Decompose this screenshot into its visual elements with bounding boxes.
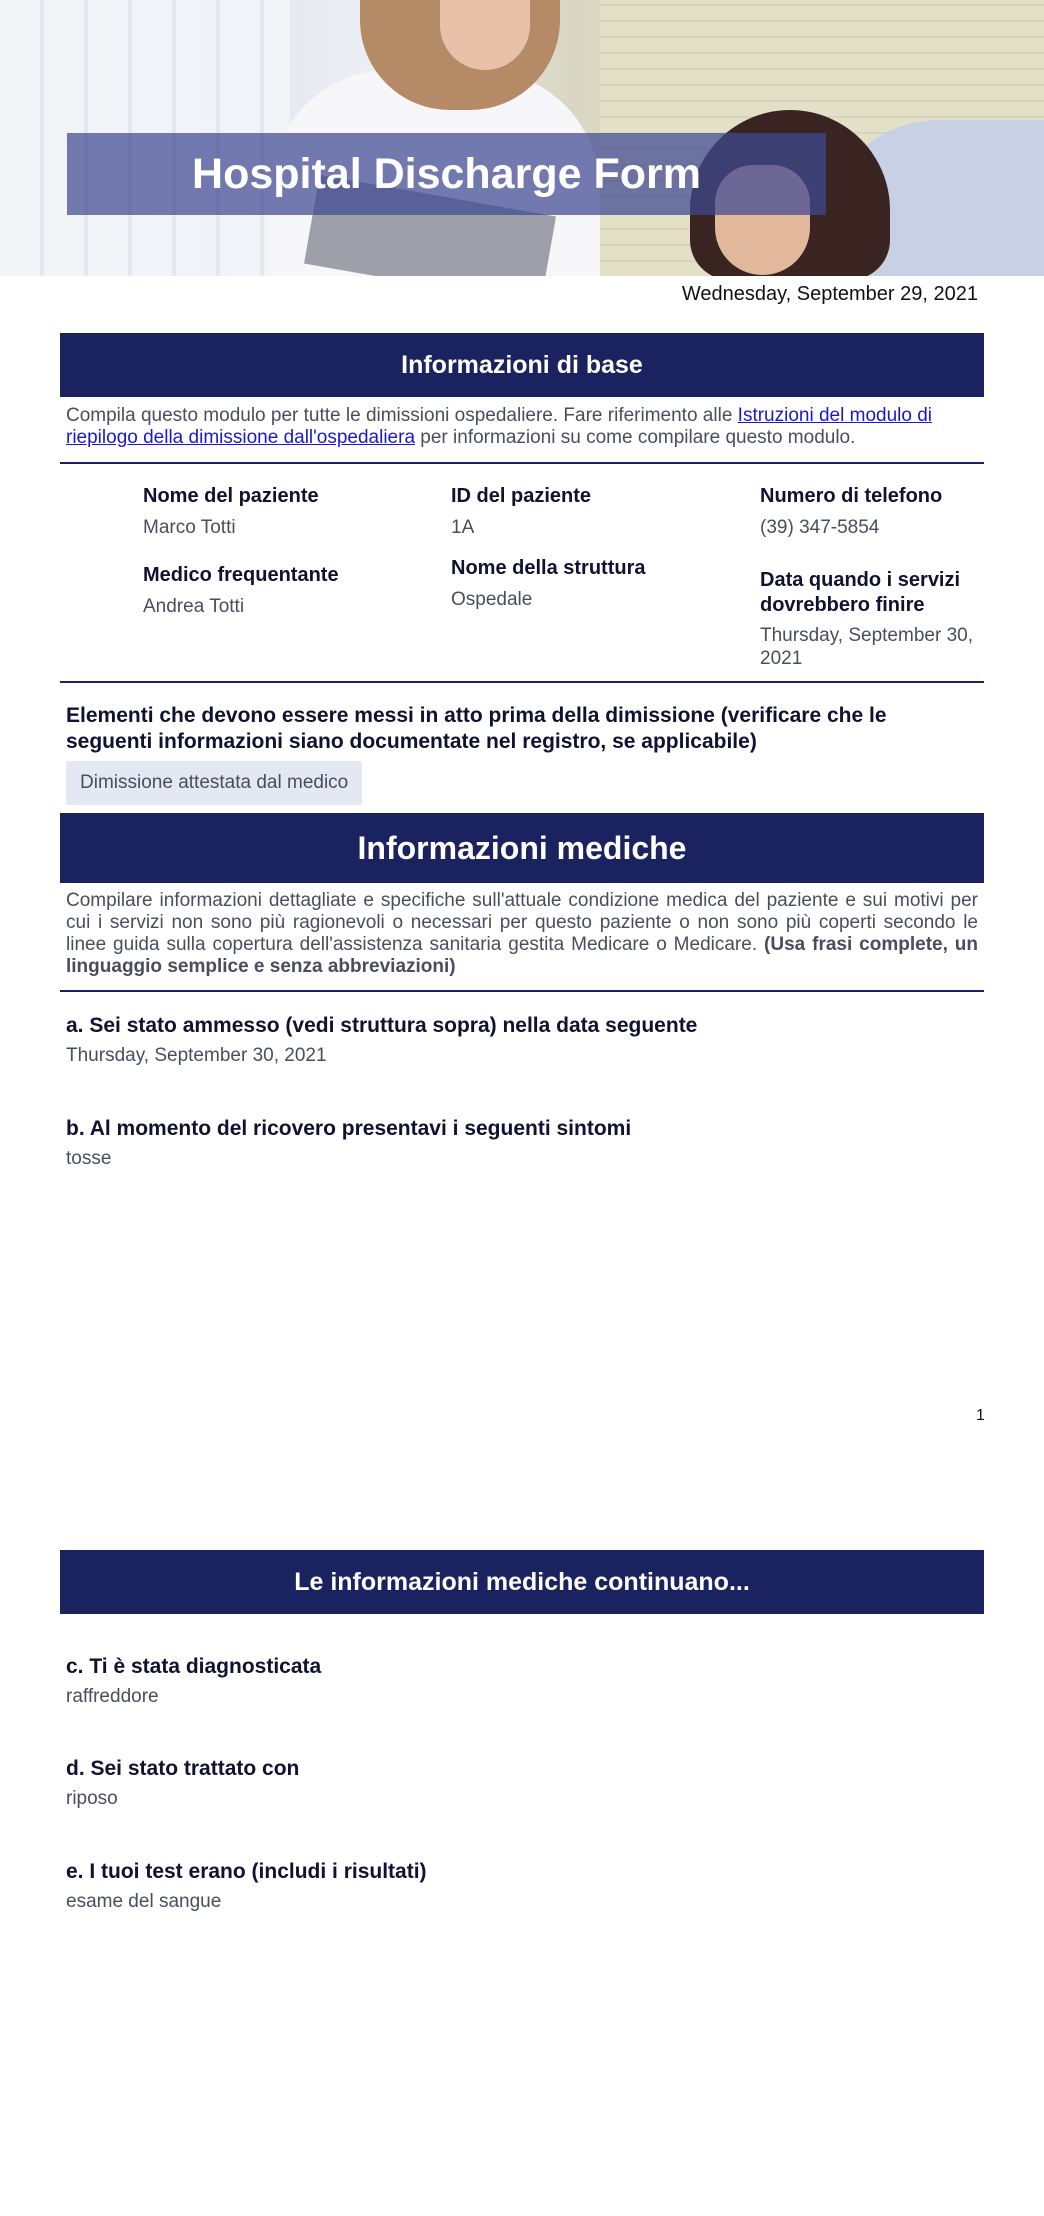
divider: [60, 681, 984, 683]
patient-id-label: ID del paziente: [451, 485, 592, 507]
section-title: Le informazioni mediche continuano...: [294, 1567, 750, 1596]
end-date-label: Data quando i servizi dovrebbero finire: [760, 569, 961, 616]
page-title: Hospital Discharge Form: [192, 149, 701, 198]
phone-label: Numero di telefono: [760, 485, 943, 507]
divider: [60, 462, 984, 464]
patient-name-label: Nome del paziente: [143, 485, 319, 507]
question-d: d. Sei stato trattato con: [66, 1757, 300, 1780]
section-header-medical-info: [60, 813, 984, 883]
instructions-link[interactable]: Istruzioni del modulo di riepilogo della dimissione dall'ospedaliera: [66, 405, 932, 448]
doctor-label: Medico frequentante: [143, 564, 339, 586]
medical-info-intro: [66, 890, 978, 978]
answer-b: tosse: [66, 1148, 112, 1169]
section-header-medical-continued: [60, 1550, 984, 1614]
answer-a: Thursday, September 30, 2021: [66, 1045, 327, 1066]
section-title: Informazioni mediche: [357, 829, 687, 866]
intro-text: Compila questo modulo per tutte le dimissioni ospedaliere. Fare riferimento alle: [66, 405, 738, 426]
title-overlay: [67, 133, 826, 215]
intro-text: Compilare informazioni dettagliate e specifiche sull'attuale condizione medica del paziente e sui motivi per cui i servizi non sono più ragionevoli o necessari per questo paziente o non sono più coperti secondo le linee guida sulla copertura dell'assistenza sanitaria gestita Medicare o Medicare.: [66, 890, 978, 955]
facility-value: Ospedale: [451, 589, 533, 610]
answer-e: esame del sangue: [66, 1891, 222, 1912]
end-date-value: Thursday, September 30, 2021: [760, 625, 973, 669]
question-b: b. Al momento del ricovero presentavi i seguenti sintomi: [66, 1117, 632, 1140]
patient-name-value: Marco Totti: [143, 517, 236, 538]
intro-bold-text: (Usa frasi complete, un linguaggio semplice e senza abbreviazioni): [66, 934, 978, 977]
pre-discharge-heading: Elementi che devono essere messi in atto prima della dimissione (verificare che le seguenti informazioni siano documentate nel registro, se applicabile): [66, 704, 887, 753]
divider: [60, 990, 984, 992]
section-header-basic-info: [60, 333, 984, 397]
facility-label: Nome della struttura: [451, 557, 646, 579]
page-number: 1: [976, 1407, 985, 1424]
question-c: c. Ti è stata diagnosticata: [66, 1655, 322, 1678]
phone-value: (39) 347-5854: [760, 517, 880, 538]
doctor-value: Andrea Totti: [143, 596, 245, 617]
question-e: e. I tuoi test erano (includi i risultati): [66, 1860, 427, 1883]
basic-info-intro: [66, 405, 978, 449]
answer-d: riposo: [66, 1788, 118, 1809]
hero-image: [0, 0, 1044, 276]
patient-id-value: 1A: [451, 517, 475, 538]
discharge-tag: Dimissione attestata dal medico: [66, 761, 362, 805]
intro-text-end: per informazioni su come compilare questo modulo.: [415, 427, 856, 448]
form-date: Wednesday, September 29, 2021: [681, 283, 978, 305]
section-title: Informazioni di base: [401, 350, 643, 379]
question-a: a. Sei stato ammesso (vedi struttura sopra) nella data seguente: [66, 1014, 698, 1037]
answer-c: raffreddore: [66, 1686, 159, 1707]
